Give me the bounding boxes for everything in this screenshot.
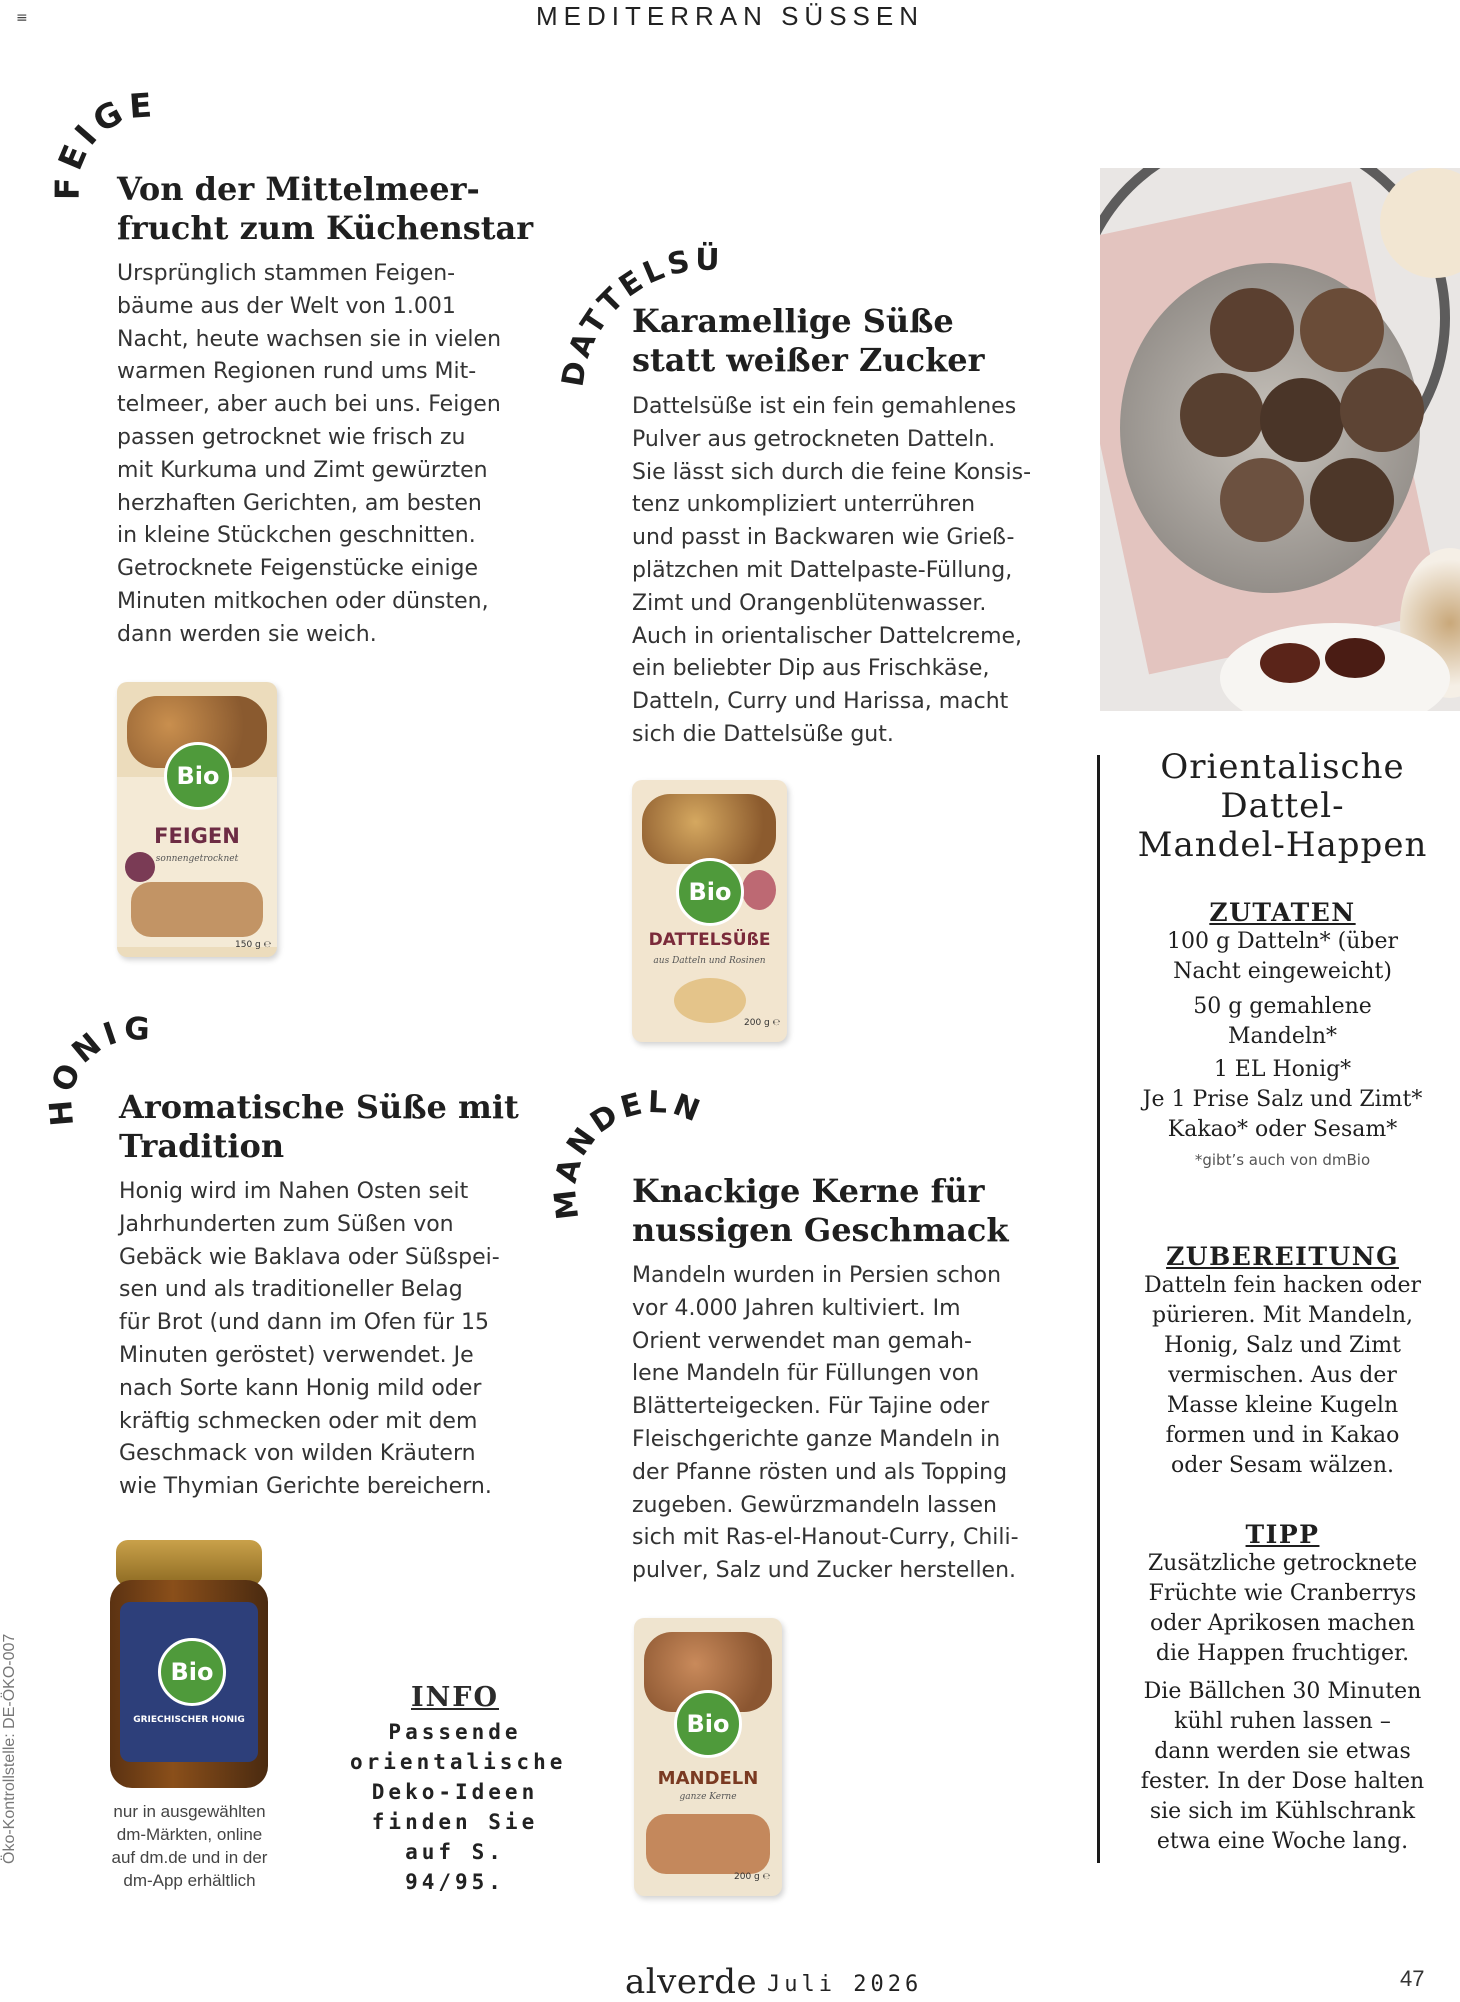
preparation-line: pürieren. Mit Mandeln,	[1151, 1303, 1414, 1328]
brand-name: alverde	[625, 1962, 758, 2002]
recipe-divider	[1097, 755, 1100, 1863]
menu-icon[interactable]: ≡	[16, 10, 28, 26]
body-line: Nacht, heute wachsen sie in vielen	[117, 326, 502, 352]
body-line: der Pfanne rösten und als Topping	[632, 1459, 1008, 1485]
preparation-line: formen und in Kakao	[1165, 1423, 1400, 1448]
heading-line: Von der Mittelmeer-	[117, 170, 480, 208]
issue-date: Juli 2026	[767, 1972, 923, 1997]
dried-figs-graphic	[131, 882, 263, 937]
ingredient-line: Nacht eingeweicht)	[1173, 959, 1392, 984]
body-line: Ursprünglich stammen Feigen-	[117, 261, 456, 286]
section-heading	[632, 302, 1072, 380]
body-line: sen und als traditioneller Belag	[119, 1277, 463, 1303]
heading-line: Aromatische Süße mit	[119, 1088, 519, 1126]
availability-note	[92, 1800, 287, 1892]
ingredient-line: 100 g Datteln* (über	[1166, 929, 1399, 954]
body-line: herzhaften Gerichten, am besten	[117, 490, 482, 516]
preparation-line: Masse kleine Kugeln	[1166, 1393, 1399, 1418]
recipe-ingredients	[1125, 898, 1440, 1169]
date-ball	[1310, 458, 1394, 542]
eco-control-note: Öko-Kontrollstelle: DE-ÖKO-007	[1, 1633, 18, 1864]
tip-line: fester. In der Dose halten	[1140, 1769, 1425, 1794]
body-line: Zimt und Orangenblütenwasser.	[632, 590, 987, 616]
date-ball	[1260, 378, 1344, 462]
body-line: Minuten mitkochen oder dünsten,	[117, 588, 489, 614]
body-line: warmen Regionen rund ums Mit-	[117, 359, 477, 385]
product-weight: 150 g ℮	[235, 940, 272, 950]
note-line: dm-Märkten, online	[116, 1825, 263, 1844]
body-line: Mandeln wurden in Persien schon	[632, 1263, 1002, 1288]
body-line: Auch in orientalischer Dattelcreme,	[632, 623, 1023, 649]
tip-line: sie sich im Kühlschrank	[1149, 1799, 1416, 1824]
section-body	[632, 391, 1072, 752]
date-ball	[1300, 288, 1384, 372]
product-image-honig	[110, 1540, 268, 1790]
body-line: Pulver aus getrockneten Datteln.	[632, 426, 996, 452]
preparation-line: Honig, Salz und Zimt	[1164, 1333, 1401, 1358]
bio-badge: Bio	[676, 858, 744, 926]
body-line: nach Sorte kann Honig mild oder	[119, 1375, 482, 1401]
tip-line: Die Bällchen 30 Minuten	[1143, 1679, 1422, 1704]
product-label: FEIGEN	[154, 824, 240, 848]
body-line: Minuten geröstet) verwendet. Je	[119, 1342, 474, 1368]
preparation-line: Datteln fein hacken oder	[1144, 1273, 1421, 1298]
body-line: Gebäck wie Baklava oder Süßspei-	[119, 1244, 500, 1270]
recipe-title-line: Mandel-Happen	[1137, 825, 1428, 865]
ingredients-heading: ZUTATEN	[1209, 898, 1356, 927]
body-line: vor 4.000 Jahren kultiviert. Im	[632, 1295, 961, 1321]
date-ball	[1340, 368, 1424, 452]
body-line: Fleischgerichte ganze Mandeln in	[632, 1426, 1001, 1452]
body-line: Blätterteigecken. Für Tajine oder	[632, 1394, 990, 1420]
body-line: bäume aus der Welt von 1.001	[117, 293, 456, 319]
powder-graphic	[674, 978, 746, 1023]
tip-line: kühl ruhen lassen –	[1174, 1709, 1391, 1734]
section-honig	[119, 1088, 559, 1504]
body-line: Orient verwendet man gemah-	[632, 1328, 972, 1354]
product-label: DATTELSÜßE	[648, 930, 771, 950]
heading-line: Tradition	[119, 1127, 285, 1165]
product-weight: 200 g ℮	[744, 1018, 781, 1028]
body-line: ein beliebter Dip aus Frischkäse,	[632, 656, 990, 682]
body-line: telmeer, aber auch bei uns. Feigen	[117, 392, 501, 418]
date-ball	[1220, 458, 1304, 542]
ingredient-line: Je 1 Prise Salz und Zimt*	[1142, 1087, 1423, 1112]
product-sublabel: ganze Kerne	[679, 1792, 737, 1802]
product-image-feigen	[117, 682, 277, 957]
body-line: lene Mandeln für Füllungen von	[632, 1361, 980, 1387]
body-line: Sie lässt sich durch die feine Konsis-	[632, 459, 1032, 485]
body-line: in kleine Stückchen geschnitten.	[117, 523, 476, 549]
bio-badge: Bio	[674, 1690, 742, 1758]
body-line: pulver, Salz und Zucker herstellen.	[632, 1558, 1017, 1584]
heading-line: statt weißer Zucker	[632, 341, 985, 379]
note-line: dm-App erhältlich	[123, 1871, 256, 1890]
body-line: dann werden sie weich.	[117, 621, 377, 647]
tip-line: dann werden sie etwas	[1154, 1739, 1411, 1764]
section-body	[119, 1176, 559, 1504]
section-body	[632, 1260, 1072, 1588]
almonds-graphic	[646, 1814, 770, 1874]
note-line: nur in ausgewählten	[113, 1802, 266, 1821]
section-heading	[632, 1172, 1072, 1250]
body-line: Geschmack von wilden Kräutern	[119, 1441, 476, 1467]
body-line: kräftig schmecken oder mit dem	[119, 1408, 478, 1434]
section-dattelsuesse	[632, 302, 1072, 752]
body-line: wie Thymian Gerichte bereichern.	[119, 1474, 492, 1500]
heading-line: Karamellige Süße	[632, 302, 954, 340]
body-line: Getrocknete Feigenstücke einige	[117, 556, 479, 582]
info-line: Passende	[388, 1720, 522, 1744]
ingredient-line: Mandeln*	[1227, 1024, 1338, 1049]
berry-graphic	[742, 870, 776, 910]
dates-graphic	[642, 794, 776, 864]
bio-badge: Bio	[158, 1638, 226, 1706]
date-ball	[1210, 288, 1294, 372]
body-line: Honig wird im Nahen Osten seit	[119, 1179, 469, 1204]
body-line: sich mit Ras-el-Hanout-Curry, Chili-	[632, 1525, 1019, 1551]
section-heading	[119, 1088, 559, 1166]
recipe-title-line: Orientalische	[1160, 747, 1405, 787]
tip-line: Zusätzliche getrocknete	[1147, 1551, 1418, 1576]
recipe-preparation	[1125, 1242, 1440, 1481]
product-image-dattelsuesse	[632, 780, 787, 1042]
recipe-title	[1125, 748, 1440, 865]
body-line: plätzchen mit Dattelpaste-Füllung,	[632, 557, 1013, 583]
tip-line: die Happen fruchtiger.	[1155, 1641, 1410, 1666]
recipe-photo	[1100, 168, 1460, 711]
arc-label-text: DATTELSÜSSE	[542, 185, 724, 390]
body-line: mit Kurkuma und Zimt gewürzten	[117, 457, 488, 483]
section-feigen	[117, 170, 537, 652]
page-section-title: MEDITERRAN SÜSSEN	[535, 1, 925, 31]
heading-line: nussigen Geschmack	[632, 1211, 1009, 1249]
product-weight: 200 g ℮	[734, 1872, 771, 1882]
heading-line: Knackige Kerne für	[632, 1172, 985, 1210]
product-sublabel: sonnengetrocknet	[155, 854, 239, 864]
product-image-mandeln	[634, 1618, 782, 1896]
body-line: Dattelsüße ist ein fein gemahlenes	[632, 394, 1017, 419]
date-fruit	[1325, 638, 1385, 678]
product-sublabel: aus Datteln und Rosinen	[653, 956, 766, 966]
heading-line: frucht zum Küchenstar	[117, 209, 534, 247]
body-line: tenz unkompliziert unterrühren	[632, 492, 976, 518]
recipe-title-line: Dattel-	[1220, 786, 1345, 826]
bio-badge: Bio	[164, 742, 232, 810]
section-body	[117, 258, 537, 652]
arc-label-text: MANDELN	[547, 1084, 709, 1222]
product-label: MANDELN	[657, 1768, 759, 1789]
preparation-heading: ZUBEREITUNG	[1166, 1242, 1399, 1271]
ingredient-line: 50 g gemahlene	[1193, 994, 1372, 1019]
info-box	[350, 1682, 567, 1897]
body-line: zugeben. Gewürzmandeln lassen	[632, 1492, 997, 1518]
section-heading	[117, 170, 537, 248]
body-line: Jahrhunderten zum Süßen von	[119, 1211, 454, 1237]
body-line: passen getrocknet wie frisch zu	[117, 424, 466, 450]
preparation-line: oder Sesam wälzen.	[1171, 1453, 1394, 1478]
tip-line: oder Aprikosen machen	[1149, 1611, 1416, 1636]
tip-heading: TIPP	[1245, 1520, 1320, 1549]
info-line: orientalische	[350, 1750, 567, 1774]
tip-line: Früchte wie Cranberrys	[1148, 1581, 1417, 1606]
tip-line: etwa eine Woche lang.	[1156, 1829, 1409, 1854]
body-line: und passt in Backwaren wie Grieß-	[632, 525, 1015, 551]
arc-label-text: HONIG	[42, 1010, 156, 1128]
info-line: Deko-Ideen	[371, 1780, 539, 1804]
product-label: GRIECHISCHER HONIG	[133, 1715, 245, 1725]
date-ball	[1180, 373, 1264, 457]
arc-label-text: FEIGEN	[3, 39, 159, 201]
ingredients-footnote: *gibt’s auch von dmBio	[1194, 1151, 1371, 1169]
date-fruit	[1260, 643, 1320, 683]
note-line: auf dm.de und in der	[111, 1848, 268, 1867]
info-line: finden Sie	[371, 1810, 539, 1834]
ingredient-line: 1 EL Honig*	[1213, 1057, 1352, 1082]
body-line: sich die Dattelsüße gut.	[632, 721, 894, 747]
ingredient-line: Kakao* oder Sesam*	[1167, 1117, 1398, 1142]
info-line: auf S. 94/95.	[405, 1840, 505, 1894]
preparation-line: vermischen. Aus der	[1168, 1363, 1397, 1388]
recipe-tip	[1125, 1520, 1440, 1857]
info-heading: INFO	[411, 1682, 499, 1713]
section-mandeln	[632, 1172, 1072, 1588]
body-line: Datteln, Curry und Harissa, macht	[632, 689, 1009, 715]
body-line: für Brot (und dann im Ofen für 15	[119, 1310, 490, 1336]
page-number: 47	[1400, 1966, 1425, 1991]
